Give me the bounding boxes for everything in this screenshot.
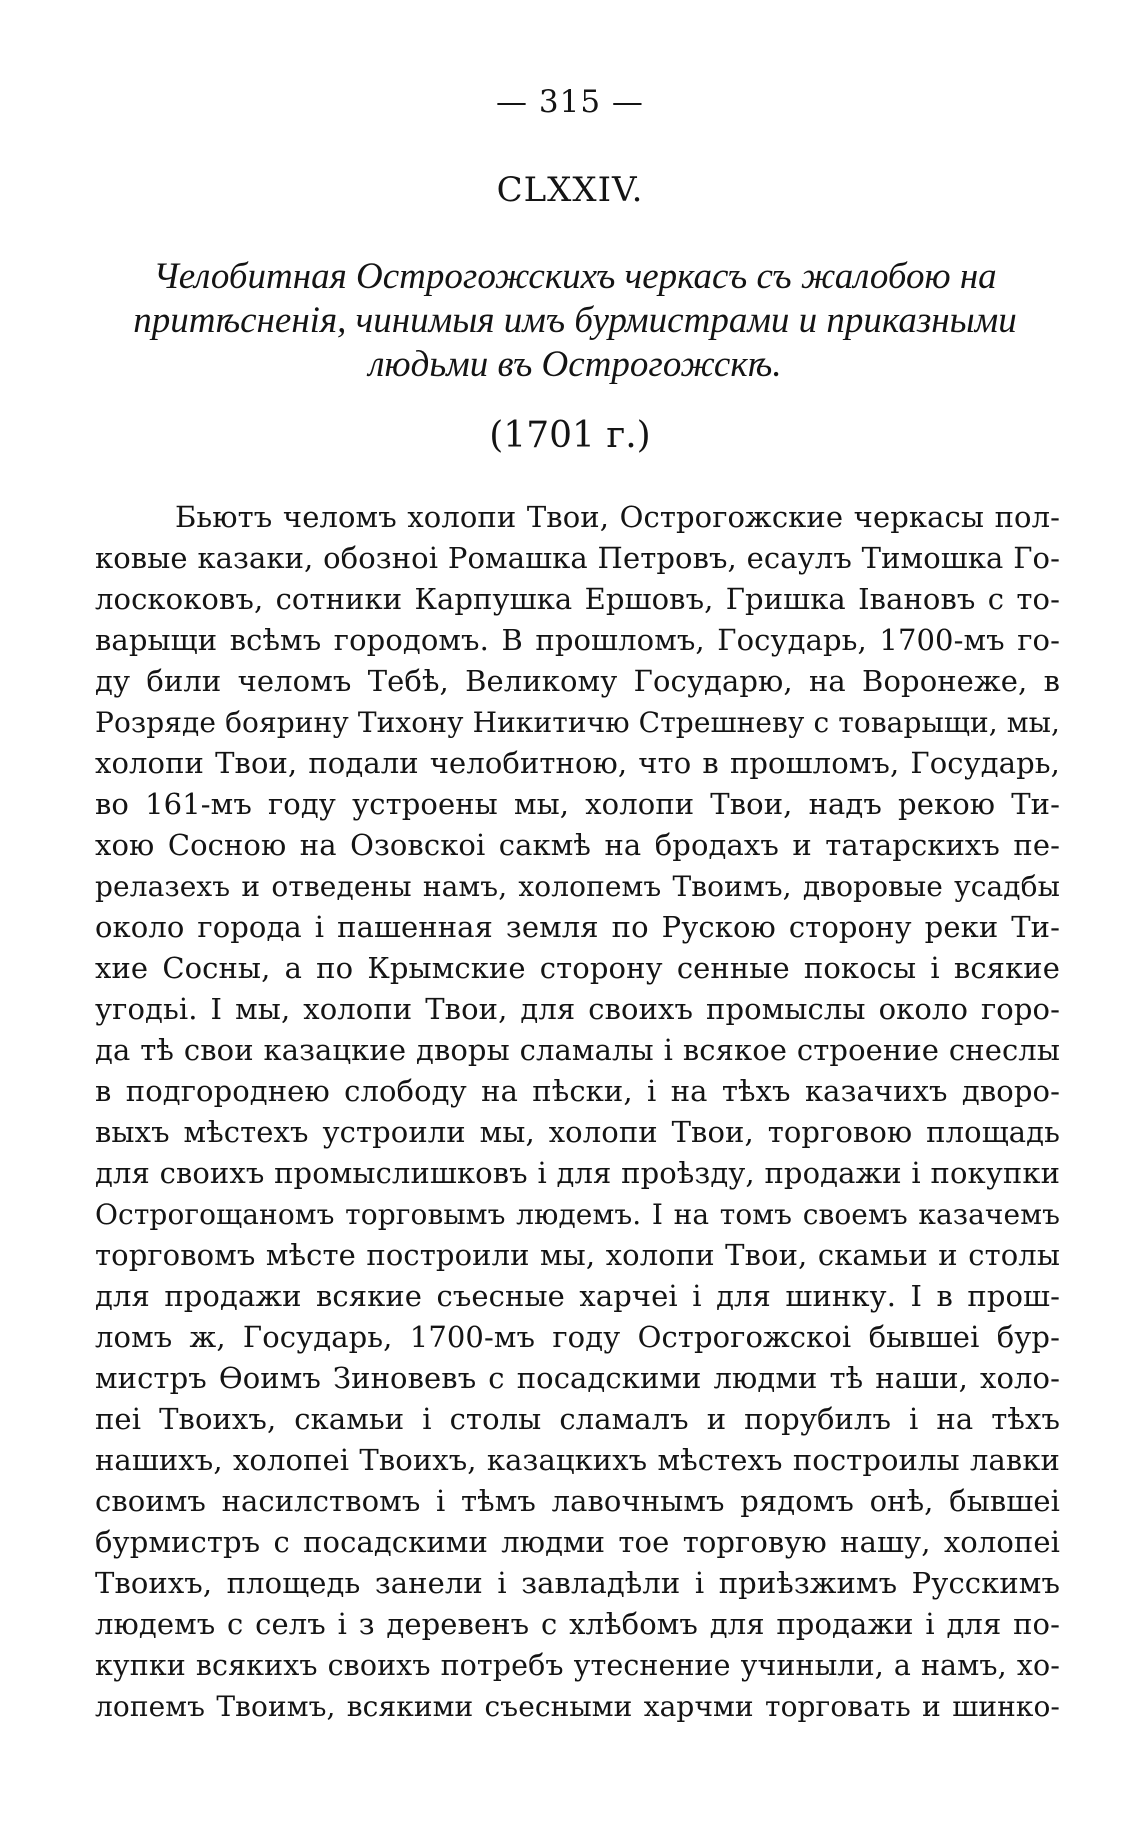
- text-line: Твоихъ, площедь занели і завладѣли і приѣзжимъ Русскимъ: [95, 1566, 1060, 1600]
- text-line: для своихъ промыслишковъ і для проѣзду, продажи і покупки: [95, 1156, 1060, 1190]
- text-line: хие Сосны, а по Крымские сторону сенные покосы і всякие: [95, 951, 1060, 985]
- text-line: холопи Твои, подали челобитною, что в прошломъ, Государь,: [95, 746, 1060, 780]
- text-line: хою Сосною на Озовскоі сакмѣ на бродахъ и татарскихъ пе-: [95, 828, 1060, 862]
- document-year: (1701 г.): [489, 415, 651, 456]
- title-line: Челобитная Острогожскихъ черкасъ съ жалобою на: [153, 256, 997, 297]
- page-number: — 315 —: [496, 84, 644, 120]
- text-line: выхъ мѣстехъ устроили мы, холопи Твои, торговою площадь: [95, 1115, 1060, 1149]
- text-line: мистръ Ѳоимъ Зиновевъ с посадскими людми тѣ наши, холо-: [95, 1361, 1060, 1395]
- text-line: во 161-мъ году устроены мы, холопи Твои, надъ рекою Ти-: [95, 787, 1060, 821]
- text-line: нашихъ, холопеі Твоихъ, казацкихъ мѣстехъ построилы лавки: [95, 1443, 1060, 1477]
- text-line: Розряде боярину Тихону Никитичю Стрешневу с товарыщи, мы,: [95, 706, 1060, 739]
- petition-body-text: [95, 497, 1060, 1727]
- text-line: ковые казаки, обозноі Ромашка Петровъ, есаулъ Тимошка Го-: [95, 541, 1060, 575]
- text-line: Острогощаномъ торговымъ людемъ. І на томъ своемъ казачемъ: [95, 1198, 1060, 1231]
- title-line: людьми въ Острогожскѣ.: [368, 344, 782, 385]
- text-line: купки всякихъ своихъ потребъ утеснение учиныли, а намъ, хо-: [95, 1649, 1060, 1682]
- text-line: бурмистръ с посадскими людми тое торговую нашу, холопеі: [95, 1525, 1060, 1559]
- text-line: торговомъ мѣсте построили мы, холопи Твои, скамьи и столы: [95, 1238, 1060, 1272]
- text-line: да тѣ свои казацкие дворы сламалы і всякое строение снеслы: [95, 1033, 1060, 1067]
- text-line: людемъ с селъ і з деревенъ с хлѣбомъ для продажи і для по-: [95, 1607, 1060, 1641]
- text-line: угодьі. І мы, холопи Твои, для своихъ промыслы около горо-: [95, 992, 1060, 1026]
- text-line: своимъ насилствомъ і тѣмъ лавочнымъ рядомъ онѣ, бывшеі: [95, 1484, 1060, 1518]
- text-line: для продажи всякие съесные харчеі і для шинку. І в прош-: [95, 1279, 1060, 1313]
- text-line: пеі Твоихъ, скамьи і столы сламалъ и порубилъ і на тѣхъ: [95, 1402, 1060, 1436]
- text-line: ломъ ж, Государь, 1700-мъ году Острогожскоі бывшеі бур-: [95, 1320, 1060, 1354]
- text-line: лоскоковъ, сотники Карпушка Ершовъ, Гришка Івановъ с то-: [95, 582, 1060, 616]
- text-line: около города і пашенная земля по Рускою сторону реки Ти-: [95, 910, 1060, 944]
- document-number: CLXXIV.: [496, 170, 644, 210]
- text-line: Бьютъ челомъ холопи Твои, Острогожские черкасы пол-: [175, 500, 1060, 534]
- text-line: ду били челомъ Тебѣ, Великому Государю, на Воронеже, в: [95, 664, 1060, 698]
- document-title: [85, 255, 1065, 387]
- text-line: в подгороднею слободу на пѣски, і на тѣхъ казачихъ дворо-: [95, 1074, 1060, 1108]
- text-line: релазехъ и отведены намъ, холопемъ Твоимъ, дворовые усадбы: [95, 870, 1060, 903]
- text-line: лопемъ Твоимъ, всякими съесными харчми торговать и шинко-: [95, 1690, 1060, 1723]
- text-line: варыщи всѣмъ городомъ. В прошломъ, Государь, 1700-мъ го-: [95, 623, 1060, 657]
- title-line: притѣсненія, чинимыя имъ бурмистрами и приказными: [133, 300, 1017, 341]
